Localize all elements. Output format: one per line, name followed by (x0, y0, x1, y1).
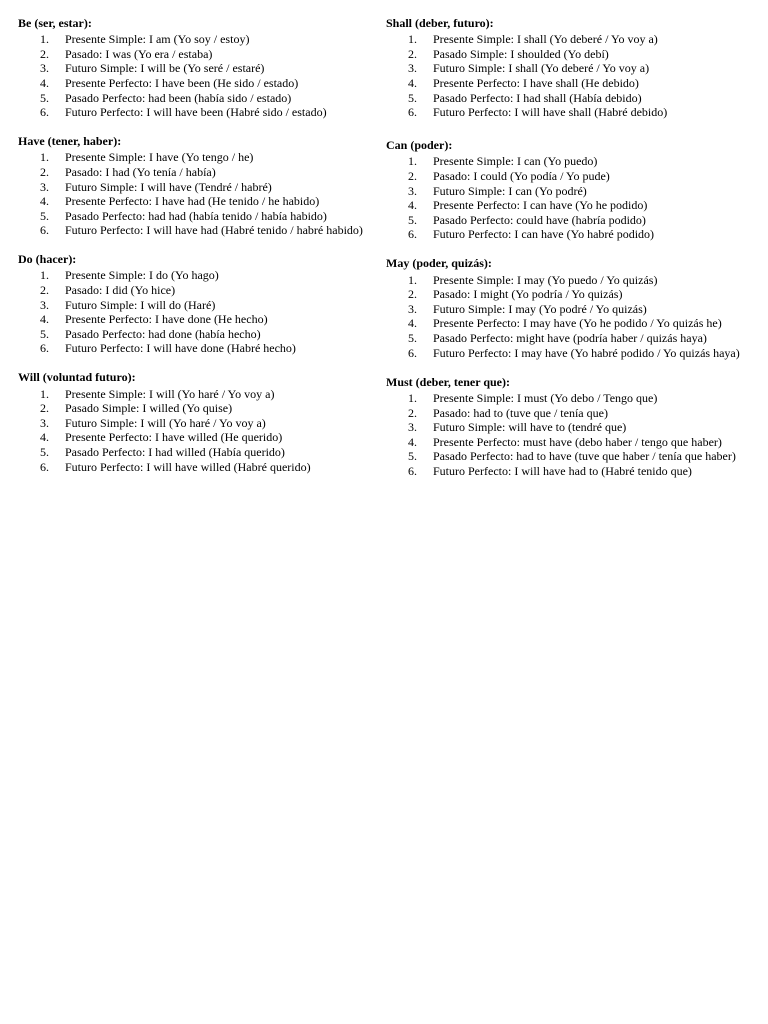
item-text: Futuro Simple: I may (Yo podré / Yo quizás) (433, 301, 647, 316)
item-text: Pasado Perfecto: had done (había hecho) (65, 326, 261, 341)
list-item: 3. Futuro Simple: I will have (Tendré / habré) (40, 179, 272, 194)
section-title: Can (poder): (386, 138, 453, 153)
item-text: Pasado Simple: I willed (Yo quise) (65, 401, 233, 416)
list-item: 5. Pasado Perfecto: I had willed (Había querido) (40, 444, 285, 459)
section-title: Must (deber, tener que): (386, 374, 510, 389)
item-text: Futuro Simple: I will be (Yo seré / estaré) (65, 61, 265, 76)
list-item: 5. Pasado Perfecto: had been (había sido / estado) (40, 90, 292, 105)
item-text: Presente Simple: I will (Yo haré / Yo voy a) (65, 386, 275, 401)
conjugation-list (386, 391, 756, 479)
list-item: 1. Presente Simple: I have (Yo tengo / he) (40, 150, 254, 165)
item-text: Futuro Simple: will have to (tendré que) (433, 420, 627, 435)
item-text: Presente Simple: I do (Yo hago) (65, 268, 219, 283)
list-item: 6. Futuro Perfecto: I will have had (Habré tenido / habré habido) (40, 223, 363, 238)
section-do (18, 252, 368, 356)
item-text: Pasado Perfecto: might have (podría haber / quizás haya) (433, 331, 707, 346)
section-can (386, 138, 756, 242)
item-text: Pasado: I had (Yo tenía / había) (65, 164, 216, 179)
list-item: 1. Presente Simple: I am (Yo soy / estoy) (40, 32, 250, 47)
list-item: 2. Pasado: I might (Yo podría / Yo quizás) (408, 287, 623, 302)
conjugation-list (386, 32, 756, 120)
item-text: Pasado Perfecto: I had willed (Había querido) (65, 444, 285, 459)
item-text: Futuro Simple: I will do (Haré) (65, 297, 216, 312)
item-text: Presente Simple: I have (Yo tengo / he) (65, 150, 254, 165)
item-text: Presente Perfecto: I have had (He tenido / he habido) (65, 194, 320, 209)
item-text: Futuro Perfecto: I will have been (Habré sido / estado) (65, 105, 327, 120)
item-text: Futuro Perfecto: I can have (Yo habré podido) (433, 227, 655, 242)
item-text: Presente Perfecto: I have been (He sido / estado) (65, 75, 299, 90)
item-text: Pasado: I was (Yo era / estaba) (65, 46, 213, 61)
list-item: 1. Presente Simple: I shall (Yo deberé / Yo voy a) (408, 32, 658, 47)
conjugation-list (18, 32, 368, 120)
list-item: 5. Pasado Perfecto: could have (habría podido) (408, 212, 646, 227)
item-text: Presente Simple: I may (Yo puedo / Yo quizás) (433, 272, 658, 287)
item-text: Presente Simple: I shall (Yo deberé / Yo voy a) (433, 32, 658, 47)
list-item: 5. Pasado Perfecto: had to have (tuve que haber / tenía que haber) (408, 449, 736, 464)
list-item: 3. Futuro Simple: I will do (Haré) (40, 297, 216, 312)
conjugation-list (386, 154, 756, 242)
item-text: Futuro Simple: I can (Yo podré) (433, 183, 587, 198)
right-column (386, 16, 756, 479)
conjugation-list (18, 150, 368, 238)
list-item: 3. Futuro Simple: I will be (Yo seré / estaré) (40, 61, 265, 76)
list-item: 5. Pasado Perfecto: might have (podría haber / quizás haya) (408, 331, 707, 346)
list-item: 4. Presente Perfecto: I have been (He sido / estado) (40, 75, 299, 90)
list-item: 3. Futuro Simple: I can (Yo podré) (408, 183, 587, 198)
left-column (18, 16, 368, 489)
item-text: Futuro Perfecto: I will have willed (Habré querido) (65, 459, 311, 474)
list-item: 6. Futuro Perfecto: I will have had to (Habré tenido que) (408, 463, 692, 478)
list-item: 4. Presente Perfecto: I have willed (He querido) (40, 430, 283, 445)
conjugation-list (18, 387, 368, 475)
list-item: 2. Pasado: I had (Yo tenía / había) (40, 164, 216, 179)
item-text: Presente Simple: I must (Yo debo / Tengo que) (433, 391, 658, 406)
section-be (18, 16, 368, 120)
item-text: Presente Perfecto: I have willed (He querido) (65, 430, 283, 445)
item-text: Futuro Simple: I shall (Yo deberé / Yo voy a) (433, 61, 650, 76)
section-title: Have (tener, haber): (18, 134, 122, 149)
section-must (386, 375, 756, 479)
section-title: Be (ser, estar): (18, 16, 92, 30)
list-item: 5. Pasado Perfecto: had had (había tenido / había habido) (40, 208, 327, 223)
item-text: Presente Simple: I can (Yo puedo) (433, 154, 598, 169)
list-item: 4. Presente Perfecto: I have shall (He debido) (408, 75, 639, 90)
list-item: 4. Presente Perfecto: I have done (He hecho) (40, 312, 268, 327)
section-title: Will (voluntad futuro): (18, 370, 136, 385)
list-item: 2. Pasado Simple: I shoulded (Yo debí) (408, 46, 609, 61)
item-text: Pasado Perfecto: had been (había sido / estado) (65, 90, 292, 105)
list-item: 6. Futuro Perfecto: I may have (Yo habré podido / Yo quizás haya) (408, 345, 740, 360)
section-shall (386, 16, 756, 120)
list-item: 2. Pasado: I did (Yo hice) (40, 283, 176, 298)
item-text: Presente Perfecto: I have shall (He debido) (433, 75, 639, 90)
section-have (18, 134, 368, 238)
item-text: Futuro Perfecto: I will have had to (Habré tenido que) (433, 463, 692, 478)
item-text: Presente Perfecto: I may have (Yo he podido / Yo quizás he) (433, 316, 722, 331)
list-item: 6. Futuro Perfecto: I will have done (Habré hecho) (40, 341, 296, 356)
item-text: Presente Simple: I am (Yo soy / estoy) (65, 32, 250, 47)
list-item: 1. Presente Simple: I may (Yo puedo / Yo quizás) (408, 272, 658, 287)
item-text: Pasado: I might (Yo podría / Yo quizás) (433, 287, 623, 302)
list-item: 2. Pasado: I was (Yo era / estaba) (40, 46, 213, 61)
item-text: Futuro Perfecto: I will have shall (Habré debido) (433, 105, 668, 120)
item-text: Futuro Perfecto: I will have done (Habré hecho) (65, 341, 296, 356)
item-text: Pasado Perfecto: had to have (tuve que haber / tenía que haber) (433, 449, 736, 464)
section-title: May (poder, quizás): (386, 256, 492, 271)
list-item: 3. Futuro Simple: will have to (tendré que) (408, 420, 627, 435)
list-item: 6. Futuro Perfecto: I can have (Yo habré podido) (408, 227, 655, 242)
list-item: 3. Futuro Simple: I will (Yo haré / Yo voy a) (40, 415, 266, 430)
list-item: 2. Pasado: I could (Yo podía / Yo pude) (408, 168, 610, 183)
list-item: 4. Presente Perfecto: I may have (Yo he podido / Yo quizás he) (408, 316, 722, 331)
conjugation-list (18, 268, 368, 356)
item-text: Futuro Simple: I will have (Tendré / habré) (65, 179, 272, 194)
list-item: 5. Pasado Perfecto: I had shall (Había debido) (408, 90, 642, 105)
list-item: 4. Presente Perfecto: I have had (He tenido / he habido) (40, 194, 320, 209)
item-text: Pasado: had to (tuve que / tenía que) (433, 405, 608, 420)
item-text: Pasado: I could (Yo podía / Yo pude) (433, 168, 610, 183)
list-item: 5. Pasado Perfecto: had done (había hecho) (40, 326, 261, 341)
item-text: Pasado Perfecto: could have (habría podido) (433, 212, 646, 227)
item-text: Presente Perfecto: I can have (Yo he podido) (433, 198, 648, 213)
item-text: Futuro Perfecto: I may have (Yo habré podido / Yo quizás haya) (433, 345, 740, 360)
list-item: 2. Pasado: had to (tuve que / tenía que) (408, 405, 608, 420)
list-item: 6. Futuro Perfecto: I will have been (Habré sido / estado) (40, 105, 327, 120)
list-item: 4. Presente Perfecto: I can have (Yo he podido) (408, 198, 648, 213)
item-text: Pasado Perfecto: I had shall (Había debido) (433, 90, 642, 105)
list-item: 2. Pasado Simple: I willed (Yo quise) (40, 401, 233, 416)
list-item: 6. Futuro Perfecto: I will have shall (Habré debido) (408, 105, 668, 120)
item-text: Futuro Perfecto: I will have had (Habré tenido / habré habido) (65, 223, 363, 238)
list-item: 3. Futuro Simple: I shall (Yo deberé / Yo voy a) (408, 61, 650, 76)
list-item: 1. Presente Simple: I can (Yo puedo) (408, 154, 598, 169)
list-item: 1. Presente Simple: I must (Yo debo / Tengo que) (408, 391, 658, 406)
section-title: Shall (deber, futuro): (386, 16, 494, 30)
section-title: Do (hacer): (18, 252, 77, 267)
list-item: 4. Presente Perfecto: must have (debo haber / tengo que haber) (408, 434, 722, 449)
list-item: 6. Futuro Perfecto: I will have willed (Habré querido) (40, 459, 311, 474)
conjugation-list (386, 273, 756, 361)
list-item: 1. Presente Simple: I will (Yo haré / Yo voy a) (40, 386, 275, 401)
section-may (386, 256, 756, 360)
section-will (18, 370, 368, 474)
item-text: Pasado Simple: I shoulded (Yo debí) (433, 46, 609, 61)
item-text: Pasado Perfecto: had had (había tenido / había habido) (65, 208, 327, 223)
item-text: Presente Perfecto: I have done (He hecho) (65, 312, 268, 327)
list-item: 3. Futuro Simple: I may (Yo podré / Yo quizás) (408, 301, 647, 316)
list-item: 1. Presente Simple: I do (Yo hago) (40, 268, 219, 283)
item-text: Futuro Simple: I will (Yo haré / Yo voy a) (65, 415, 266, 430)
item-text: Pasado: I did (Yo hice) (65, 283, 176, 298)
item-text: Presente Perfecto: must have (debo haber / tengo que haber) (433, 434, 722, 449)
